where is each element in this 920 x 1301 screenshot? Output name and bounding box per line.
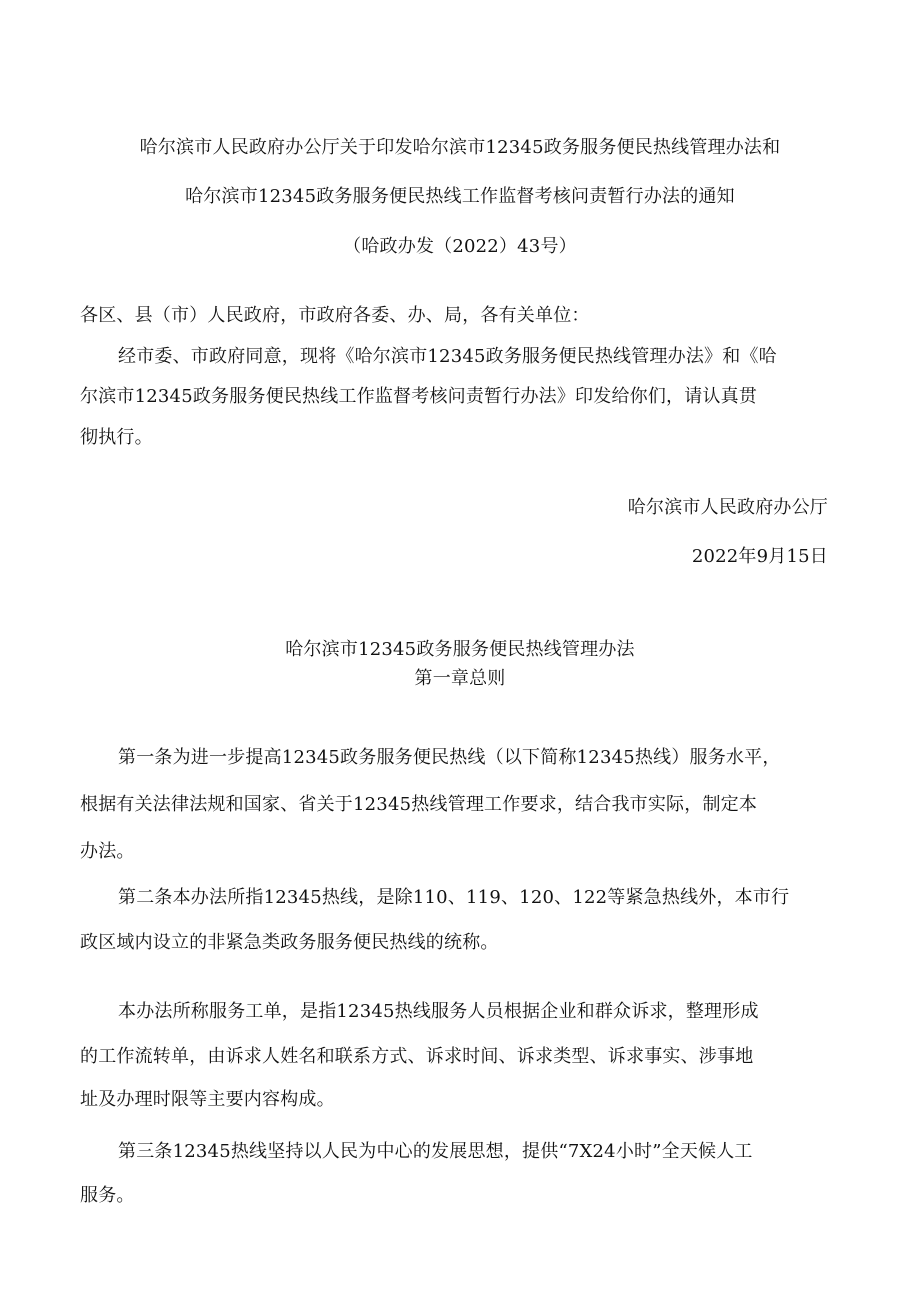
article-1-line-3: 办法。 [80,841,135,862]
measures-title: 哈尔滨市12345政务服务便民热线管理办法 [285,639,635,660]
article-2-line-2: 政区域内设立的非紧急类政务服务便民热线的统称。 [80,932,499,953]
issue-date: 2022年9月15日 [691,546,828,567]
article-2b-line-2: 的工作流转单，由诉求人姓名和联系方式、诉求时间、诉求类型、诉求事实、涉事地 [80,1046,754,1067]
article-2b-line-3: 址及办理时限等主要内容构成。 [80,1089,335,1110]
notice-body-line-1: 经市委、市政府同意，现将《哈尔滨市12345政务服务便民热线管理办法》和《哈 [118,346,777,367]
notice-body-line-3: 彻执行。 [80,427,153,448]
notice-title-line-1: 哈尔滨市人民政府办公厅关于印发哈尔滨市12345政务服务便民热线管理办法和 [139,137,781,158]
addressee: 各区、县（市）人民政府，市政府各委、办、局，各有关单位： [80,305,590,326]
document-number: （哈政办发（2022）43号） [343,236,577,257]
article-2b-line-1: 本办法所称服务工单，是指12345热线服务人员根据企业和群众诉求，整理形成 [118,1001,759,1022]
notice-body-line-2: 尔滨市12345政务服务便民热线工作监督考核问责暂行办法》印发给你们，请认真贯 [80,386,758,407]
notice-title-line-2: 哈尔滨市12345政务服务便民热线工作监督考核问责暂行办法的通知 [185,186,735,207]
article-1-line-1: 第一条为进一步提高12345政务服务便民热线（以下简称12345热线）服务水平， [118,747,781,768]
issuer: 哈尔滨市人民政府办公厅 [627,497,828,518]
article-3-line-1: 第三条12345热线坚持以人民为中心的发展思想，提供“7X24小时”全天候人工 [118,1141,753,1162]
article-1-line-2: 根据有关法律法规和国家、省关于12345热线管理工作要求，结合我市实际，制定本 [80,794,758,815]
article-3-line-2: 服务。 [80,1185,135,1206]
chapter-heading: 第一章总则 [414,668,506,689]
article-2-line-1: 第二条本办法所指12345热线，是除110、119、120、122等紧急热线外，本市行 [118,887,790,908]
